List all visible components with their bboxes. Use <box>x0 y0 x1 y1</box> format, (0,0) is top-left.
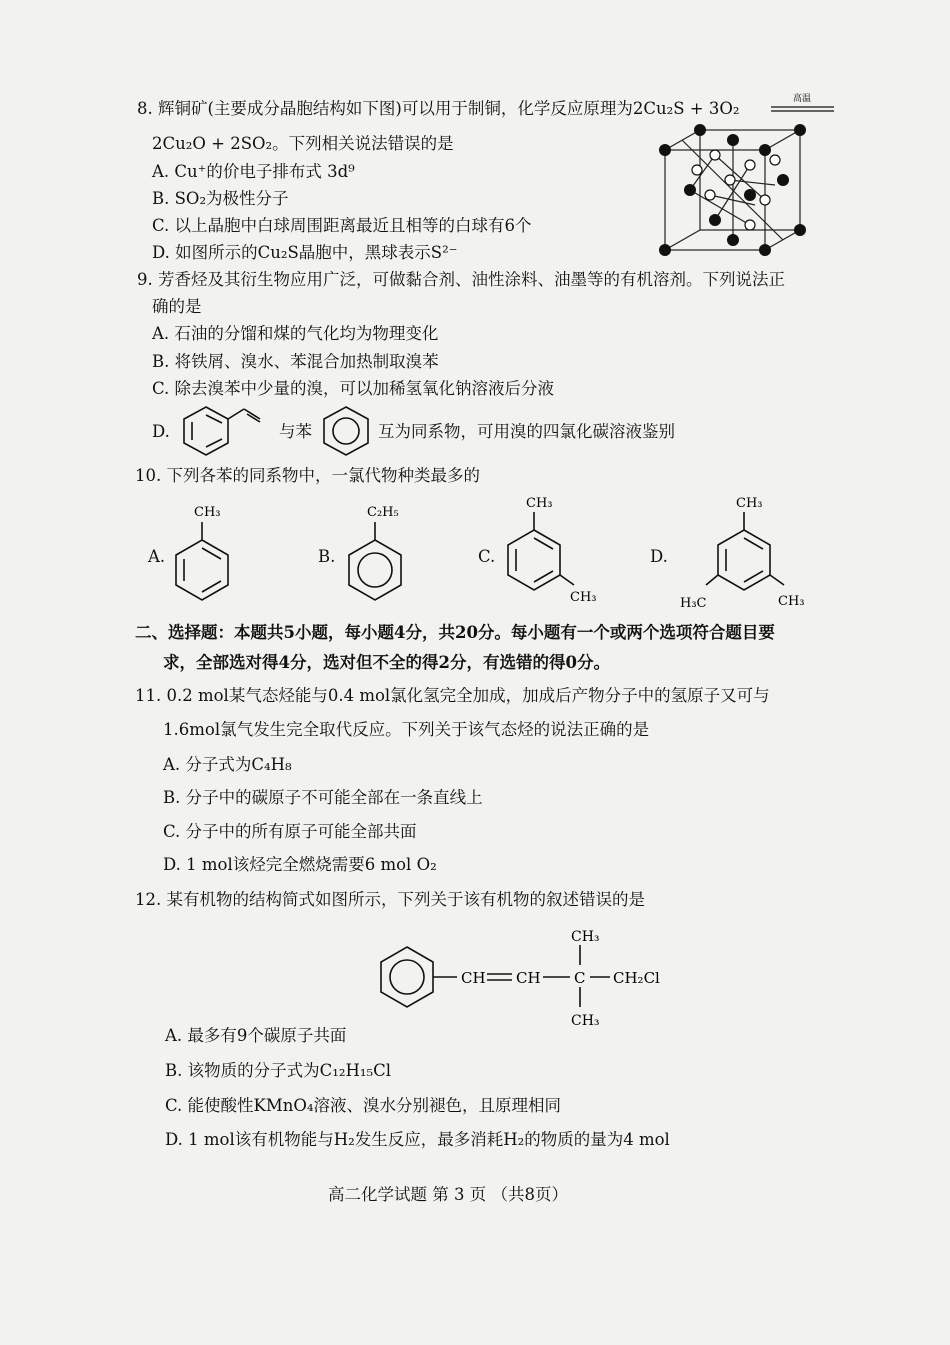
q8-condition-label: 高温 <box>792 94 812 104</box>
q12-stem: 12. 某有机物的结构简式如图所示，下列关于该有机物的叙述错误的是 <box>135 890 645 909</box>
styrene-structure <box>180 405 270 457</box>
q8-reaction-condition <box>768 92 838 122</box>
ethylbenzene-c2h5: C₂H₅ <box>367 505 399 520</box>
q9-option-d-suffix: 互为同系物，可用溴的四氯化碳溶液鉴别 <box>378 422 675 441</box>
m-xylene-ch3-bottom: CH₃ <box>570 590 597 605</box>
q8-stem-line2: 2Cu₂O + 2SO₂。下列相关说法错误的是 <box>152 134 454 153</box>
q11-stem-line2: 1.6mol氯气发生完全取代反应。下列关于该气态烃的说法正确的是 <box>163 720 650 739</box>
q11-stem-line1: 11. 0.2 mol某气态烃能与0.4 mol氯化氢完全加成，加成后产物分子中的氢原子又可与 <box>135 686 770 705</box>
q12-quaternary-c: C <box>574 969 586 987</box>
q10-option-a-label: A. <box>148 547 166 566</box>
q8-crystal-cell-figure <box>655 125 815 260</box>
q11-option-d: D. 1 mol该烃完全燃烧需要6 mol O₂ <box>163 855 437 874</box>
q12-ch2cl: CH₂Cl <box>613 969 660 987</box>
q9-stem-line1: 9. 芳香烃及其衍生物应用广泛，可做黏合剂、油性涂料、油墨等的有机溶剂。下列说法正 <box>137 270 785 289</box>
mesitylene-ch3-right: CH₃ <box>778 594 805 609</box>
q12-structure-figure <box>375 925 675 1035</box>
q10-option-d-label: D. <box>650 547 668 566</box>
q12-option-c: C. 能使酸性KMnO₄溶液、溴水分别褪色，且原理相同 <box>165 1096 562 1115</box>
benzene-structure <box>320 405 376 457</box>
page-footer: 高二化学试题 第 3 页 （共8页） <box>328 1185 568 1204</box>
q8-option-c: C. 以上晶胞中白球周围距离最近且相等的白球有6个 <box>152 216 532 235</box>
q8-option-a: A. Cu⁺的价电子排布式 3d⁹ <box>152 162 355 181</box>
q12-option-d: D. 1 mol该有机物能与H₂发生反应，最多消耗H₂的物质的量为4 mol <box>165 1130 670 1149</box>
q9-stem-line2: 确的是 <box>152 297 202 316</box>
q12-ch-1: CH <box>461 969 486 987</box>
q12-ch-2: CH <box>516 969 541 987</box>
mesitylene-structure <box>680 490 810 610</box>
toluene-structure <box>170 500 240 600</box>
q9-option-b: B. 将铁屑、溴水、苯混合加热制取溴苯 <box>152 352 439 371</box>
q10-option-c-label: C. <box>478 547 496 566</box>
section2-heading-line1: 二、选择题：本题共5小题，每小题4分，共20分。每小题有一个或两个选项符合题目要 <box>135 623 775 642</box>
mesitylene-ch3-top: CH₃ <box>736 496 763 511</box>
q10-stem: 10. 下列各苯的同系物中，一氯代物种类最多的 <box>135 466 480 485</box>
q12-option-b: B. 该物质的分子式为C₁₂H₁₅Cl <box>165 1061 391 1080</box>
ethylbenzene-structure <box>343 500 413 600</box>
q8-option-d: D. 如图所示的Cu₂S晶胞中，黑球表示S²⁻ <box>152 243 458 262</box>
q12-ch3-bottom: CH₃ <box>571 1013 600 1029</box>
mesitylene-h3c-left: H₃C <box>680 596 707 611</box>
section2-heading-line2: 求，全部选对得4分，选对但不全的得2分，有选错的得0分。 <box>163 653 610 672</box>
q11-option-b: B. 分子中的碳原子不可能全部在一条直线上 <box>163 788 483 807</box>
toluene-ch3: CH₃ <box>194 505 221 520</box>
q11-option-a: A. 分子式为C₄H₈ <box>163 755 292 774</box>
q9-option-a: A. 石油的分馏和煤的气化均为物理变化 <box>152 324 439 343</box>
q12-ch3-top: CH₃ <box>571 929 600 945</box>
q9-option-d-prefix: D. <box>152 422 170 441</box>
q11-option-c: C. 分子中的所有原子可能全部共面 <box>163 822 417 841</box>
q9-option-c: C. 除去溴苯中少量的溴，可以加稀氢氧化钠溶液后分液 <box>152 379 555 398</box>
q8-stem-line1: 8. 辉铜矿(主要成分晶胞结构如下图)可以用于制铜，化学反应原理为2Cu₂S + 3O₂ <box>137 99 740 118</box>
q9-option-d-mid: 与苯 <box>279 422 312 441</box>
m-xylene-ch3-top: CH₃ <box>526 496 553 511</box>
white-balls <box>692 150 780 230</box>
m-xylene-structure <box>500 490 610 605</box>
q12-option-a: A. 最多有9个碳原子共面 <box>165 1026 347 1045</box>
q10-option-b-label: B. <box>318 547 336 566</box>
q8-option-b: B. SO₂为极性分子 <box>152 189 289 208</box>
